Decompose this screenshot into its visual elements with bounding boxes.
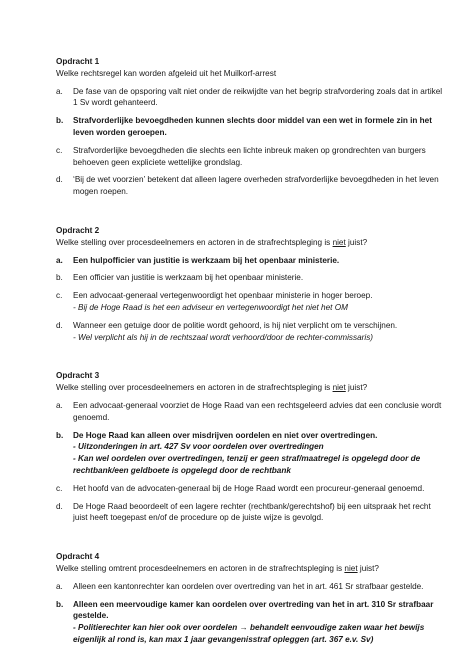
option-note: - Kan wel oordelen over overtredingen, tenzij er geen straf/maatregel is opgelegd door de rechtbank/een geldboete is opgelegd door de rechtbank [73,454,421,475]
answer-options [56,581,444,646]
option-text: Alleen een meervoudige kamer kan oordelen over overtreding van het in art. 310 Sr strafbaar gestelde. [73,599,434,621]
option-letter: b. [56,599,64,609]
option-text: Een advocaat-generaal vertegenwoordigt het openbaar ministerie in hoger beroep. [73,291,373,301]
answer-option [56,272,444,284]
question-text-start: Welke rechtsregel kan worden afgeleid uit het Muilkorf-arrest [56,68,277,78]
question-text-start: Welke stelling over procesdeelnemers en actoren in de strafrechtspleging is [56,383,333,393]
question-text [56,68,444,80]
option-letter: b. [56,273,63,283]
question-text-underlined: niet [344,563,358,573]
option-letter: d. [56,501,63,511]
question-text-start: Welke stelling omtrent procesdeelnemers en actoren in de strafrechtspleging is [56,563,345,573]
question-title: Opdracht 2 [56,225,100,235]
option-note: - Bij de Hoge Raad is het een adviseur en vertegenwoordigt het niet het OM [73,302,348,312]
answer-option [56,581,444,593]
option-text: ‘Bij de wet voorzien’ betekent dat alleen lagere overheden strafvorderlijke bevoegdheden in het leven mogen roepen. [73,175,439,197]
question-3 [56,370,444,524]
answer-option [56,174,444,198]
option-text: Een hulpofficier van justitie is werkzaam bij het openbaar ministerie. [73,255,340,265]
question-text-underlined: niet [332,383,346,393]
question-title: Opdracht 4 [56,552,100,562]
option-text: De Hoge Raad beoordeelt of een lagere rechter (rechtbank/gerechtshof) bij een uitspraak het recht juist heeft toegepast en/of de procedure op de juiste wijze is gevolgd. [73,501,431,523]
question-text [56,563,444,575]
question-title: Opdracht 1 [56,57,100,66]
answer-options [56,255,444,344]
question-text-end: juist? [357,563,379,573]
option-text: Strafvorderlijke bevoegdheden die slechts een lichte inbreuk maken op grondrechten van burgers behoeven geen expliciete wettelijke grondslag. [73,145,426,167]
answer-option [56,599,444,646]
answer-option [56,400,444,424]
option-letter: d. [56,175,63,185]
question-4 [56,551,444,646]
option-note: - Politierechter kan hier ook over oordelen → behandelt eenvoudige zaken waar het bewijs eigenlijk al rond is, kan max 1 jaar gevangenisstraf opleggen (art. 367 e.v. Sv) [73,623,425,644]
question-1 [56,56,444,198]
option-text: Wanneer een getuige door de politie wordt gehoord, is hij niet verplicht om te verschijnen. [73,320,398,330]
answer-option [56,145,444,169]
answer-options [56,86,444,198]
option-text: Het hoofd van de advocaten-generaal bij de Hoge Raad wordt een procureur-generaal genoemd. [73,483,425,493]
option-letter: b. [56,430,64,440]
question-text-start: Welke stelling over procesdeelnemers en actoren in de strafrechtspleging is [56,237,333,247]
option-letter: a. [56,86,63,96]
answer-option [56,115,444,139]
option-letter: c. [56,291,63,301]
question-text-end: juist? [345,237,368,247]
question-title: Opdracht 3 [56,371,100,381]
answer-option [56,320,444,344]
option-letter: c. [56,145,63,155]
option-letter: c. [56,483,63,493]
option-text: Een advocaat-generaal voorziet de Hoge Raad van een rechtsgeleerd advies dat een conclusie wordt genoemd. [73,400,442,422]
question-text [56,237,444,249]
option-text: Strafvorderlijke bevoegdheden kunnen slechts door middel van een wet in formele zin in het leven worden geroepen. [73,116,432,137]
answer-option [56,501,444,525]
option-letter: d. [56,320,63,330]
answer-option [56,86,444,110]
option-letter: a. [56,255,63,265]
question-2 [56,225,444,343]
answer-option [56,290,444,314]
option-note: - Uitzonderingen in art. 427 Sv voor oordelen over overtredingen [73,442,324,452]
option-text: De fase van de opsporing valt niet onder de reikwijdte van het begrip strafvordering zoals dat in artikel 1 Sv wordt gehanteerd. [73,86,443,108]
option-text: Een officier van justitie is werkzaam bij het openbaar ministerie. [73,273,304,283]
question-text-end: juist? [345,383,368,393]
option-note: - Wel verplicht als hij in de rechtszaal wordt verhoord/door de rechter-commissaris) [73,332,374,342]
option-text: De Hoge Raad kan alleen over misdrijven oordelen en niet over overtredingen. [73,430,378,440]
option-letter: a. [56,581,63,591]
question-text [56,382,444,394]
option-letter: a. [56,400,63,410]
answer-option [56,483,444,495]
option-text: Alleen een kantonrechter kan oordelen over overtreding van het in art. 461 Sr strafbaar gestelde. [73,581,424,591]
answer-options [56,400,444,524]
answer-option [56,255,444,267]
option-letter: b. [56,116,64,126]
answer-option [56,430,444,477]
question-text-underlined: niet [332,237,346,247]
